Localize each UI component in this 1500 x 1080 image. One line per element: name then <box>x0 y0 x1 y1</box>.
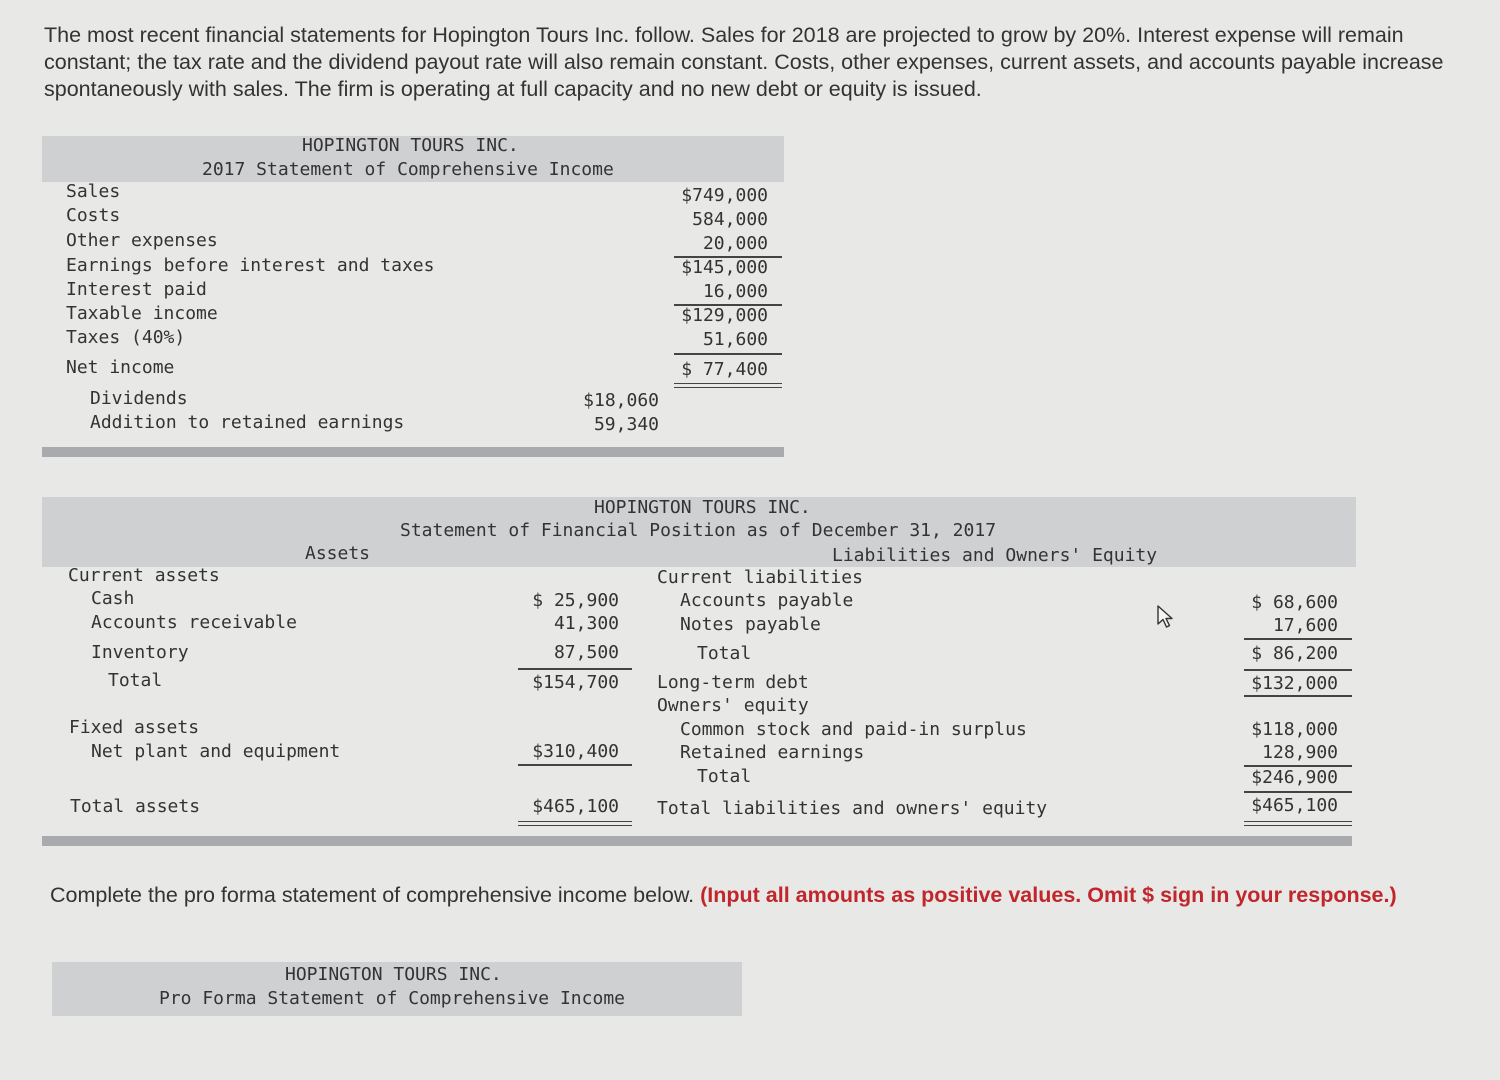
retained-earnings-addition-label: Addition to retained earnings <box>90 412 405 433</box>
accounts-receivable-value: 41,300 <box>553 613 619 634</box>
dividends-label: Dividends <box>90 388 188 409</box>
long-term-debt-value: $132,000 <box>1251 673 1338 694</box>
income-row-label: Net income <box>66 357 175 378</box>
income-row-label: Taxable income <box>66 303 218 324</box>
total-assets-value: $465,100 <box>532 796 619 817</box>
income-row-value: $129,000 <box>681 305 768 326</box>
income-row-value: 16,000 <box>702 281 768 302</box>
income-company-name: HOPINGTON TOURS INC. <box>302 135 519 156</box>
income-row-label: Costs <box>66 205 121 226</box>
instruction <box>50 882 1450 909</box>
owners-equity-total-value: $246,900 <box>1251 767 1338 788</box>
long-term-debt-label: Long-term debt <box>657 672 809 693</box>
income-row-value: $145,000 <box>681 257 768 278</box>
current-liabilities-label: Current liabilities <box>657 567 863 588</box>
liabilities-equity-header: Liabilities and Owners' Equity <box>832 545 1158 566</box>
balance-sheet-bottom-bar <box>42 836 1352 846</box>
net-plant-equipment-label: Net plant and equipment <box>91 741 341 762</box>
cash-label: Cash <box>91 588 135 609</box>
accounts-receivable-label: Accounts receivable <box>91 612 297 633</box>
subtotal-rule <box>1244 669 1352 671</box>
current-liabilities-total-label: Total <box>697 643 752 664</box>
dividends-value: $18,060 <box>583 390 659 411</box>
problem-statement: The most recent financial statements for Hopington Tours Inc. follow. Sales for 2018 are projected to grow by 20%. Interest expense will remain constant; the tax rate and the dividend payout rate will also remain constant. Costs, other expenses, current assets, and accounts payable increase spontaneously with sales. The firm is operating at full capacity and no new debt or equity is issued. <box>44 23 1444 101</box>
income-row-label: Interest paid <box>66 279 207 300</box>
income-row-label: Sales <box>66 181 121 202</box>
income-statement-title: 2017 Statement of Comprehensive Income <box>202 159 614 180</box>
accounts-payable-value: $ 68,600 <box>1251 592 1338 613</box>
notes-payable-value: 17,600 <box>1272 615 1338 636</box>
retained-earnings-label: Retained earnings <box>680 742 865 763</box>
total-double-rule <box>1244 821 1352 826</box>
income-row-value: 584,000 <box>692 209 768 230</box>
owners-equity-label: Owners' equity <box>657 695 809 716</box>
income-row-label: Earnings before interest and taxes <box>66 255 435 276</box>
common-stock-value: $118,000 <box>1251 719 1338 740</box>
subtotal-rule <box>674 353 782 355</box>
income-row-label: Taxes (40%) <box>66 327 186 348</box>
income-row-label: Other expenses <box>66 230 218 251</box>
current-assets-total-value: $154,700 <box>532 672 619 693</box>
subtotal-rule <box>1244 695 1352 697</box>
net-plant-equipment-value: $310,400 <box>532 741 619 762</box>
balance-sheet-title: Statement of Financial Position as of December 31, 2017 <box>400 520 997 541</box>
total-assets-label: Total assets <box>70 796 201 817</box>
cash-value: $ 25,900 <box>532 590 619 611</box>
assets-header: Assets <box>305 543 371 564</box>
subtotal-rule <box>1244 791 1352 793</box>
total-double-rule <box>674 383 782 388</box>
current-liabilities-total-value: $ 86,200 <box>1251 643 1338 664</box>
income-row-value: $ 77,400 <box>681 359 768 380</box>
current-assets-label: Current assets <box>68 565 220 586</box>
instruction-text: Complete the pro forma statement of comprehensive income below. <box>50 883 695 907</box>
total-double-rule <box>518 821 632 826</box>
pro-forma-company-name: HOPINGTON TOURS INC. <box>285 964 502 985</box>
total-liabilities-equity-label: Total liabilities and owners' equity <box>657 798 1048 819</box>
current-assets-total-label: Total <box>108 670 163 691</box>
income-row-value: 20,000 <box>702 233 768 254</box>
mouse-cursor-icon <box>1156 604 1174 630</box>
owners-equity-total-label: Total <box>697 766 752 787</box>
inventory-value: 87,500 <box>553 642 619 663</box>
income-row-value: $749,000 <box>681 185 768 206</box>
income-statement-bottom-bar <box>42 447 784 457</box>
income-row-value: 51,600 <box>702 329 768 350</box>
total-liabilities-equity-value: $465,100 <box>1251 795 1338 816</box>
retained-earnings-value: 128,900 <box>1262 742 1338 763</box>
subtotal-rule <box>518 668 632 670</box>
accounts-payable-label: Accounts payable <box>680 590 854 611</box>
fixed-assets-label: Fixed assets <box>69 717 200 738</box>
balance-company-name: HOPINGTON TOURS INC. <box>594 497 811 518</box>
notes-payable-label: Notes payable <box>680 614 821 635</box>
subtotal-rule <box>1244 638 1352 640</box>
retained-earnings-addition-value: 59,340 <box>593 414 659 435</box>
inventory-label: Inventory <box>91 642 189 663</box>
pro-forma-title: Pro Forma Statement of Comprehensive Income <box>159 988 625 1009</box>
subtotal-rule <box>518 764 632 766</box>
instruction-note: (Input all amounts as positive values. Omit $ sign in your response.) <box>700 883 1397 907</box>
common-stock-label: Common stock and paid-in surplus <box>680 719 1027 740</box>
